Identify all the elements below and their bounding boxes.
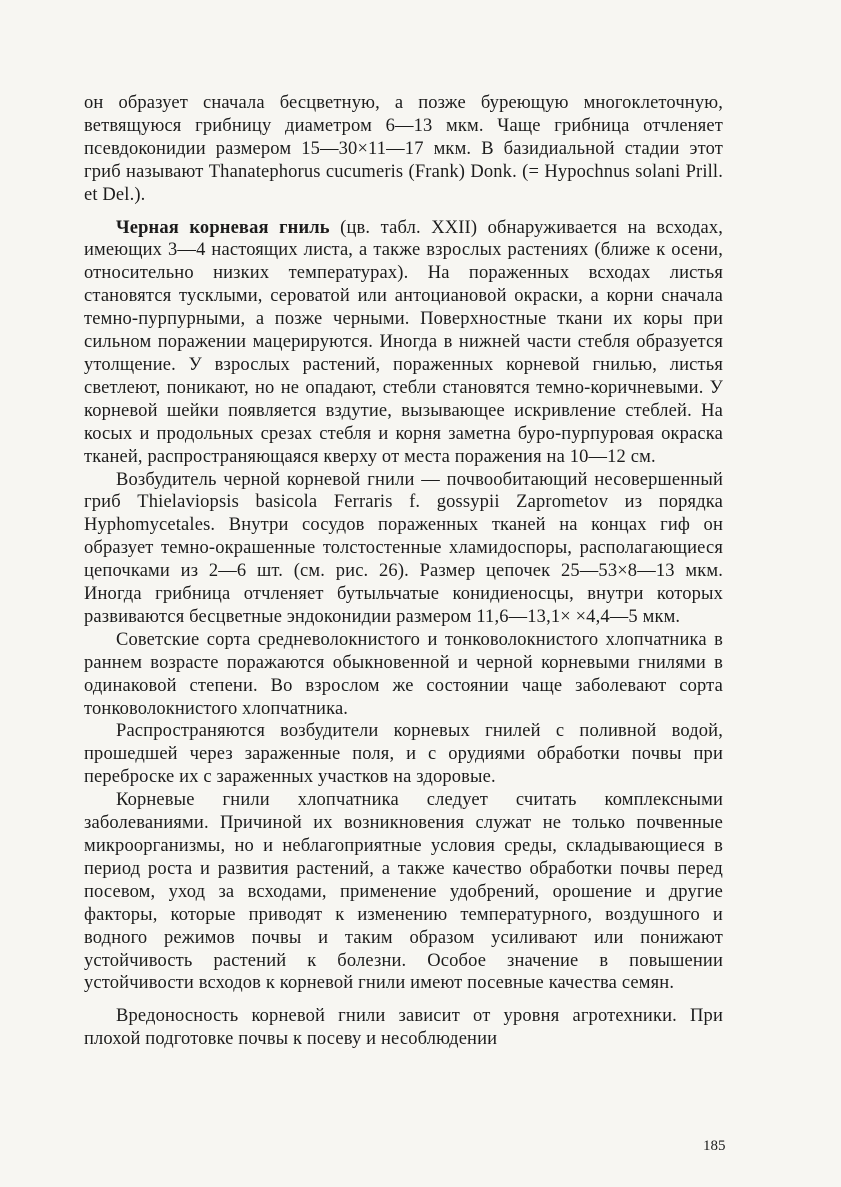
paragraph-lead-term: Черная корневая гниль (116, 217, 330, 238)
paragraph-text: (цв. табл. XXII) обнаруживается на всходах, имеющих 3—4 настоящих листа, а также взрослых растениях (ближе к осени, относительно низких температурах). На пораженных всходах листья становятся тусклыми, сероватой или антоциановой окраски, а корни сначала темно-пурпурными, а позже черными. Поверхностные ткани их коры при сильном поражении мацерируются. Иногда в нижней части стебля образуется утолщение. У взрослых растений, пораженных корневой гнилью, листья светлеют, поникают, но не опадают, стебли становятся темно-коричневыми. У корневой шейки появляется вздутие, вызывающее искривление стеблей. На косых и продольных срезах стебля и корня заметна буро-пурпуровая окраска тканей, распространяющаяся кверху от места поражения на 10—12 см. (84, 217, 723, 467)
paragraph-cultivars (84, 629, 723, 721)
paragraph-text: Возбудитель черной корневой гнили — почвообитающий несовершенный гриб Thielaviopsis basicola Ferraris f. gossypii Zaprometov из порядка Hyphomycetales. Внутри сосудов пораженных тканей на концах гиф он образует темно-окрашенные толстостенные хламидоспоры, располагающиеся цепочками из 2—6 шт. (см. рис. 26). Размер цепочек 25—53×8—13 мкм. Иногда грибница отчленяет бутыльчатые конидиеносцы, внутри которых развиваются бесцветные эндоконидии размером 11,6—13,1× ×4,4—5 мкм. (84, 469, 723, 627)
paragraph-continuation (84, 92, 723, 207)
paragraph-pathogen (84, 469, 723, 629)
paragraph-black-root-rot (84, 217, 723, 469)
paragraph-text: Советские сорта средневолокнистого и тонковолокнистого хлопчатника в раннем возрасте поражаются обыкновенной и черной корневыми гнилями в одинаковой степени. Во взрослом же состоянии чаще заболевают сорта тонковолокнистого хлопчатника. (84, 629, 723, 719)
paragraph-spread (84, 720, 723, 789)
page-number: 185 (703, 1138, 726, 1154)
paragraph-harmfulness (84, 1005, 723, 1051)
paragraph-text: Вредоносность корневой гнили зависит от уровня агротехники. При плохой подготовке почвы к посеву и несоблюдении (84, 1006, 723, 1050)
paragraph-text: Корневые гнили хлопчатника следует считать комплексными заболеваниями. Причиной их возникновения служат не только почвенные микроорганизмы, но и неблагоприятные условия среды, складывающиеся в период роста и развития растений, а также качество обработки почвы перед посевом, уход за всходами, применение удобрений, орошение и другие факторы, которые приводят к изменению температурного, воздушного и водного режимов почвы и таким образом усиливают или понижают устойчивость растений к болезни. Особое значение в повышении устойчивости всходов к корневой гнили имеют посевные качества семян. (84, 790, 723, 994)
paragraph-text: Распространяются возбудители корневых гнилей с поливной водой, прошедшей через зараженные поля, и с орудиями обработки почвы при переброске их с зараженных участков на здоровые. (84, 721, 723, 788)
paragraph-complex-disease (84, 789, 723, 995)
paragraph-text: он образует сначала бесцветную, а позже буреющую многоклеточную, ветвящуюся грибницу диаметром 6—13 мкм. Чаще грибница отчленяет псевдоконидии размером 15—30×11—17 мкм. В базидиальной стадии этот гриб называют Thanatephorus cucumeris (Frank) Donk. (= Hypochnus solani Prill. et Del.). (84, 93, 723, 205)
